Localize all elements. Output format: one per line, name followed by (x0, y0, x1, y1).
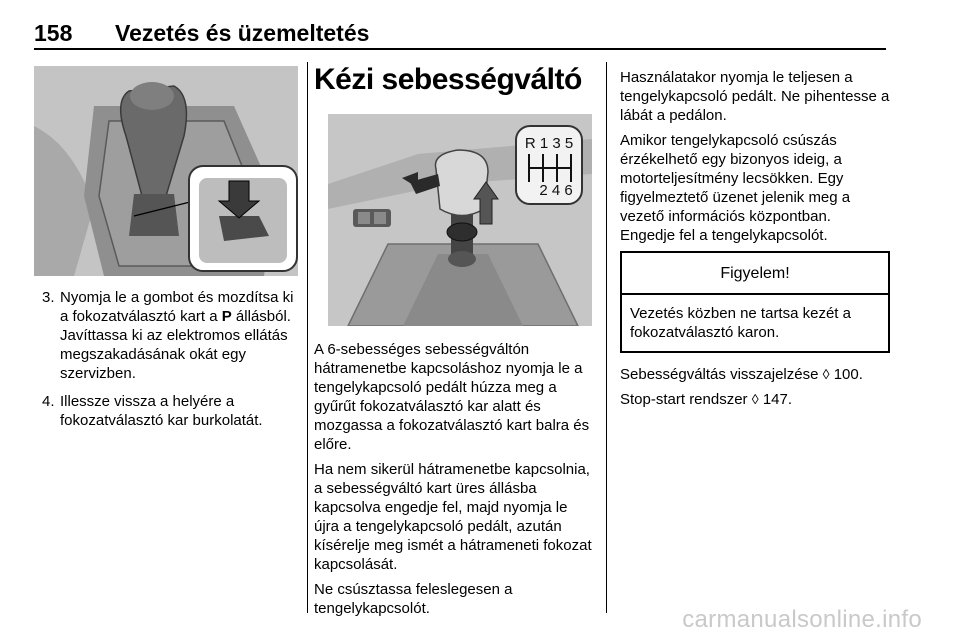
step-text-after: állásból. Javíttassa ki az elektromos ellátás megszakadásának okát egy szervizben. (60, 308, 291, 382)
gearbox-drawing (328, 114, 592, 326)
column-separator-2 (606, 62, 607, 613)
step-number: 4. (42, 393, 55, 410)
step-text: Illessze vissza a helyére a fokozatválasztó kar burkolatát. (60, 393, 263, 429)
warning-box (620, 251, 890, 353)
warning-text: Vezetés közben ne tartsa kezét a fokozatválasztó karon. (630, 305, 851, 341)
selector-lever-illustration (34, 66, 298, 276)
step-number: 3. (42, 289, 55, 306)
page-header (34, 10, 886, 50)
gear-pattern-top: R 1 3 5 (524, 135, 574, 152)
warning-heading: Figyelem! (622, 253, 888, 295)
cross-reference-text: Sebességváltás visszajelzése (620, 366, 819, 383)
watermark: carmanualsonline.info (682, 606, 922, 633)
paragraph: Ne csúsztassa feleslegesen a tengelykapcsolót. (314, 581, 513, 617)
column2-body (314, 340, 594, 624)
chapter-title: Vezetés és üzemeltetés (115, 20, 370, 46)
steps-list (34, 288, 302, 439)
cross-reference[interactable] (620, 365, 890, 384)
step-text-before: Nyomja le a gombot és mozdítsa ki a fokozatválasztó kart a (60, 289, 294, 325)
column3-body (620, 68, 890, 415)
cross-reference-page: 100. (833, 366, 863, 383)
section-title: Kézi sebességváltó (314, 63, 582, 96)
selector-lever-drawing (34, 66, 298, 276)
paragraph: A 6-sebességes sebességváltón hátramenetbe kapcsoláshoz nyomja le a tengelykapcsoló pedált húzza meg a gyűrűt fokozatválasztó kar alatt és mozgassa a fokozatválasztó kart balra és előre. (314, 341, 590, 453)
cross-reference-text: Stop-start rendszer (620, 391, 748, 408)
manual-gearbox-illustration (328, 114, 592, 326)
list-item (34, 288, 302, 383)
paragraph: Használatakor nyomja le teljesen a tengelykapcsoló pedált. Ne pihentesse a lábát a pedálon. (620, 69, 890, 124)
step-bold-p: P (221, 308, 232, 325)
page-number: 158 (34, 20, 73, 46)
page-reference-icon: ◊ (751, 391, 759, 407)
column-separator-1 (307, 62, 308, 613)
list-item (34, 392, 302, 430)
header-rule (34, 48, 886, 50)
cross-reference[interactable] (620, 390, 890, 409)
gear-pattern-bottom: 2 4 6 (539, 182, 573, 199)
page-reference-icon: ◊ (822, 366, 830, 382)
paragraph: Amikor tengelykapcsoló csúszás érzékelhető egy bizonyos ideig, a motorteljesítmény lecsökken. Egy figyelmeztető üzenet jelenik meg a vezető információs központban. Engedje fel a tengelykapcsolót. (620, 132, 851, 244)
cross-reference-page: 147. (762, 391, 793, 408)
paragraph: Ha nem sikerül hátramenetbe kapcsolnia, a sebességváltó kart üres állásba kapcsolva engedje fel, majd nyomja le újra a tengelykapcsoló pedált, azután kísérelje meg ismét a hátrameneti fokozat kapcsolását. (314, 461, 592, 573)
